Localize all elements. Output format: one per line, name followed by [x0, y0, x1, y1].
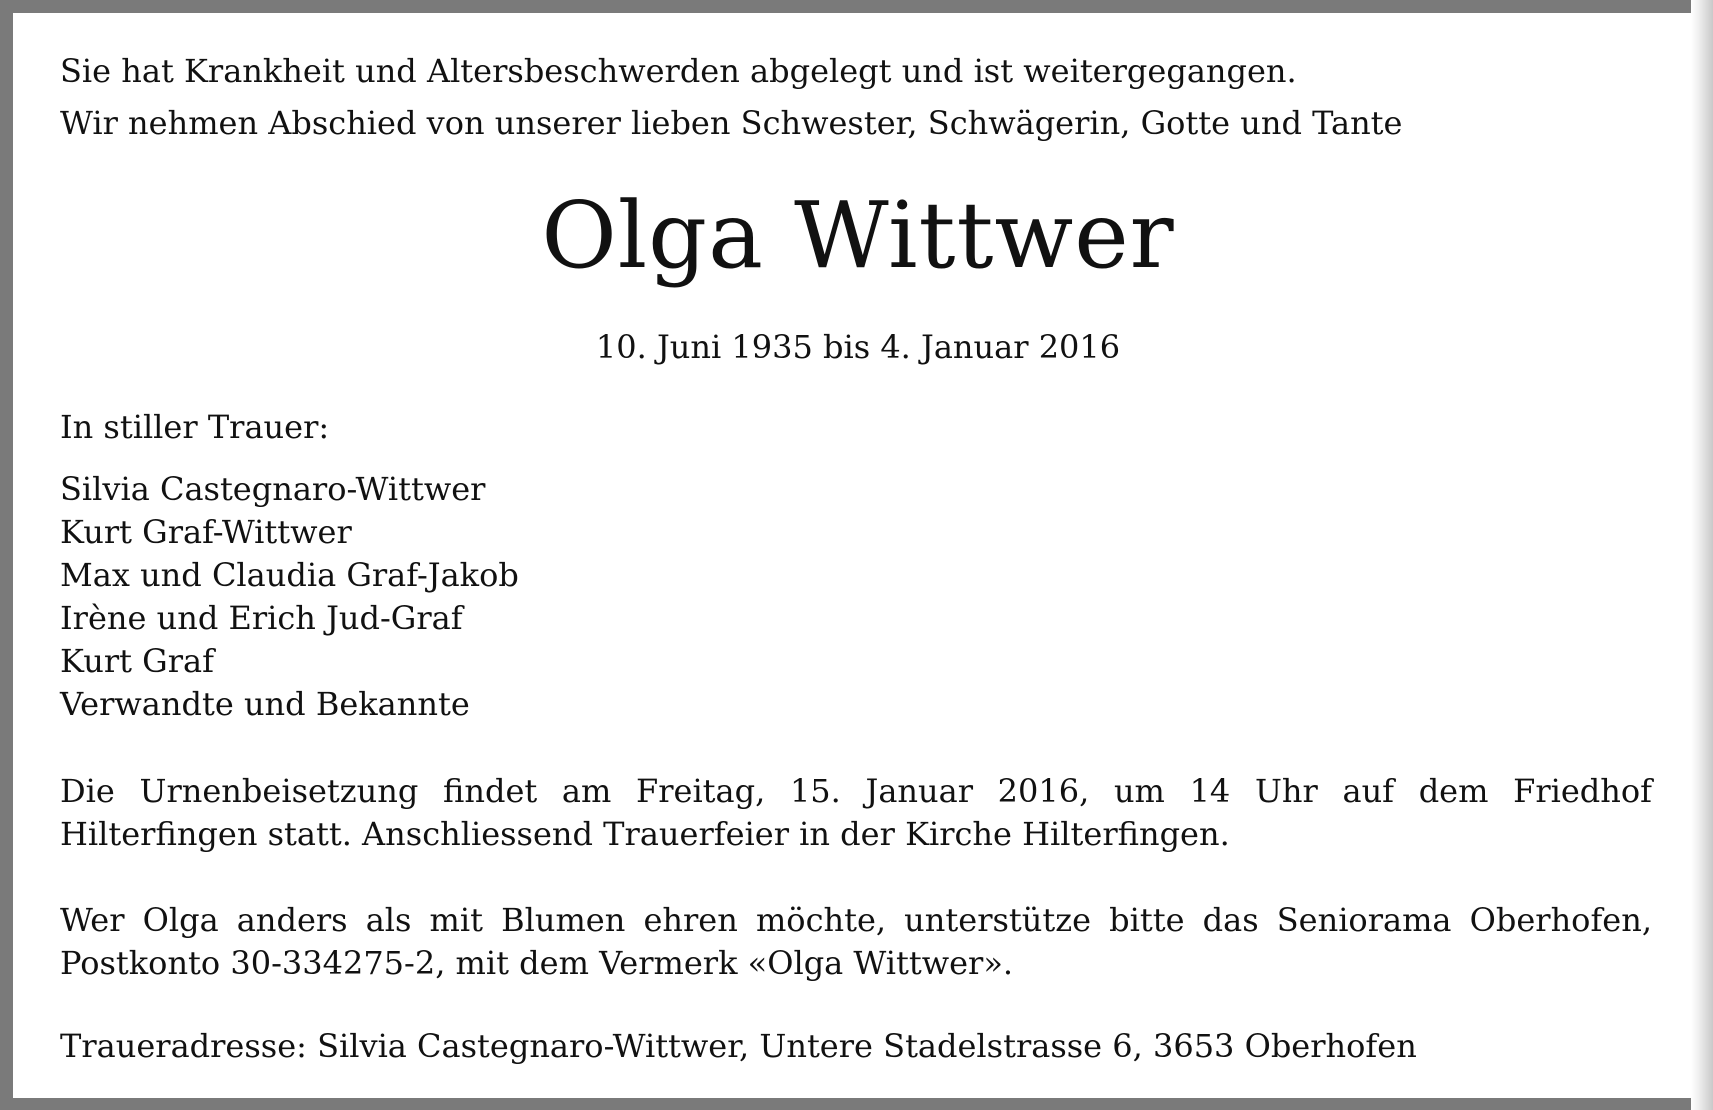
mourners-list	[60, 468, 519, 726]
mourner-item: Silvia Castegnaro-Wittwer	[60, 470, 486, 508]
mourner-item: Verwandte und Bekannte	[60, 685, 470, 723]
mourner-item: Max und Claudia Graf-Jakob	[60, 556, 519, 594]
mourner-item: Kurt Graf	[60, 642, 214, 680]
donation-info: Wer Olga anders als mit Blumen ehren möchte, unterstütze bitte das Seniorama Oberhofen, Postkonto 30-334275-2, mit dem Vermerk «Olga Wittwer».	[60, 901, 1652, 982]
page-edge-shadow	[1691, 0, 1713, 1110]
deceased-name: Olga Wittwer	[541, 182, 1175, 289]
burial-info: Die Urnenbeisetzung findet am Freitag, 15. Januar 2016, um 14 Uhr auf dem Friedhof Hilterfingen statt. Anschliessend Trauerfeier in der Kirche Hilterfingen.	[60, 772, 1652, 853]
mourner-item: Irène und Erich Jud-Graf	[60, 599, 463, 637]
mourning-address: Traueradresse: Silvia Castegnaro-Wittwer, Untere Stadelstrasse 6, 3653 Oberhofen	[60, 1027, 1417, 1065]
obituary-page	[13, 13, 1691, 1098]
intro-line-2: Wir nehmen Abschied von unserer lieben Schwester, Schwägerin, Gotte und Tante	[60, 104, 1403, 142]
life-dates: 10. Juni 1935 bis 4. Januar 2016	[595, 328, 1121, 366]
intro-line-1: Sie hat Krankheit und Altersbeschwerden abgelegt und ist weitergegangen.	[60, 52, 1297, 90]
mourners-heading: In stiller Trauer:	[60, 408, 330, 446]
mourner-item: Kurt Graf-Wittwer	[60, 513, 352, 551]
